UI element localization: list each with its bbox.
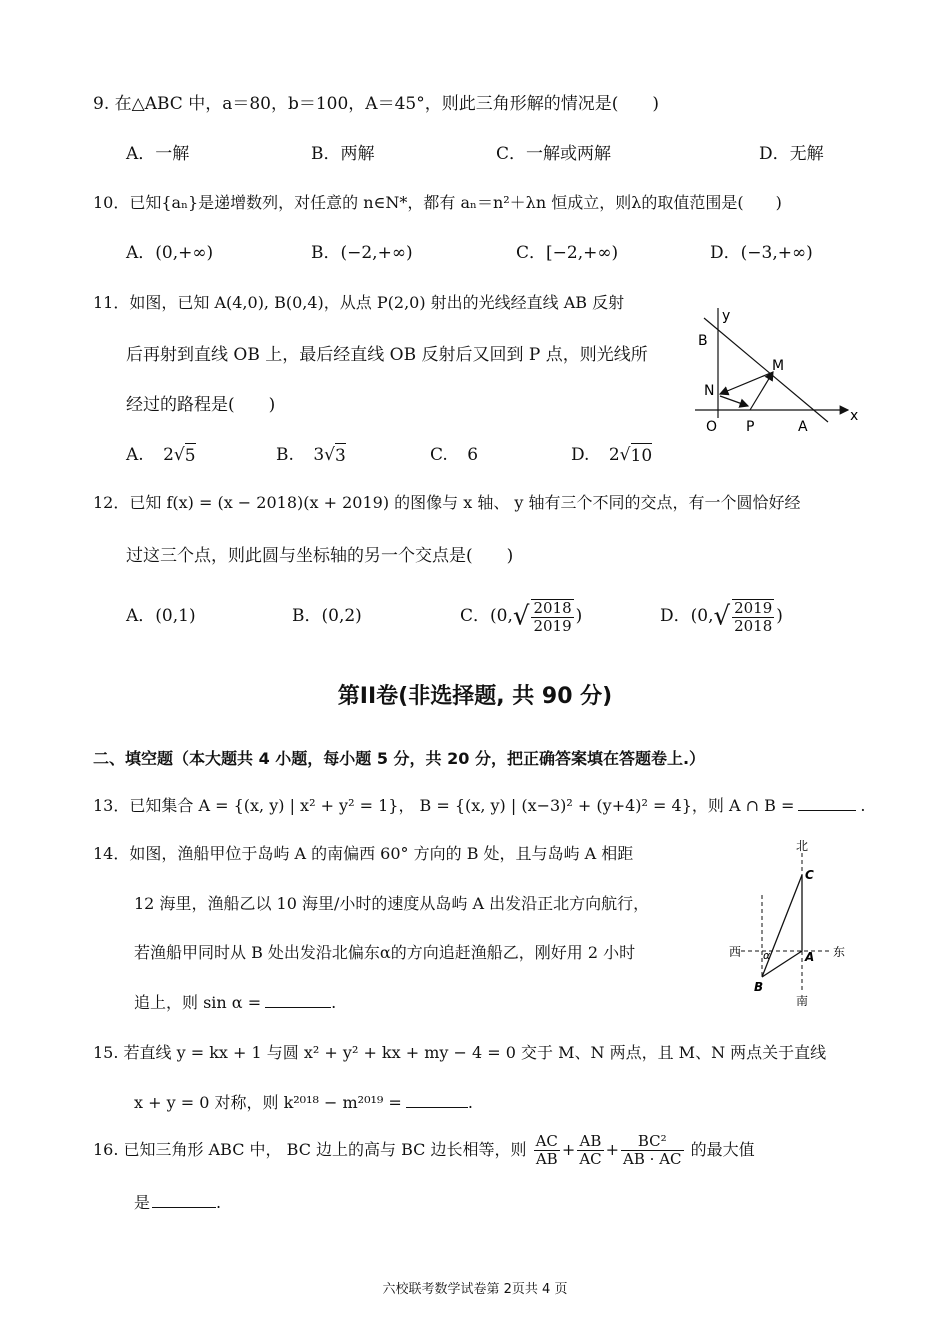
q16-frac2-den: AC <box>579 1150 602 1168</box>
q16-period: . <box>216 1193 222 1212</box>
ray-mn <box>720 372 773 394</box>
q12-option-d-num: 2019 <box>734 598 773 617</box>
q16-frac3-den: AB · AC <box>623 1150 682 1168</box>
label-south: 南 <box>796 994 809 1008</box>
q14-line1: 14．如图，渔船甲位于岛屿 A 的南偏西 60° 方向的 B 处，且与岛屿 A 相距 <box>93 844 634 863</box>
label-north: 北 <box>796 839 809 853</box>
label-b: B <box>698 333 708 349</box>
q12-option-b: B．(0,2) <box>292 606 362 626</box>
q16-plus-2: + <box>605 1140 620 1159</box>
q16-line1 <box>93 1128 755 1172</box>
q16-frac2-num: AB <box>577 1133 603 1151</box>
label-west: 西 <box>729 945 742 959</box>
q16-plus-1: + <box>561 1140 576 1159</box>
ray-np <box>720 396 748 406</box>
q12-option-c-close: ) <box>575 606 583 626</box>
q15-text: x + y = 0 对称，则 k²⁰¹⁸ − m²⁰¹⁹ = <box>134 1093 402 1112</box>
q12-option-c-prefix: C．(0, <box>460 606 513 626</box>
q10-option-a: A．(0,+∞) <box>126 243 214 263</box>
q15-period: . <box>467 1093 473 1112</box>
q15-answer-blank[interactable] <box>406 1091 468 1108</box>
q9-option-d: D．无解 <box>759 144 824 164</box>
q14-line3: 若渔船甲同时从 B 处出发沿北偏东α的方向追赶渔船乙，刚好用 2 小时 <box>134 943 636 962</box>
q14-text: 追上，则 sin α = <box>134 993 262 1012</box>
q11-option-c-value: 6 <box>467 445 479 465</box>
q13-answer-blank[interactable] <box>798 794 856 811</box>
q11-option-d-rad: 10 <box>631 443 653 468</box>
q12-option-a: A．(0,1) <box>126 606 196 626</box>
label-n: N <box>704 383 715 399</box>
q11-option-a-rad: 5 <box>185 443 196 468</box>
q11-option-b: B. 3√3 <box>276 445 346 466</box>
q16-frac3-num: BC² <box>621 1133 683 1151</box>
q11-option-b-rad: 3 <box>335 443 346 468</box>
q11-option-b-coef: 3 <box>313 445 325 465</box>
label-y: y <box>722 308 731 324</box>
q15-line1: 15. 若直线 y = kx + 1 与圆 x² + y² + kx + my − 4 = 0 交于 M、N 两点，且 M、N 两点关于直线 <box>93 1043 827 1062</box>
label-alpha: α <box>763 949 771 962</box>
label-east: 东 <box>833 945 846 959</box>
q13-period: . <box>860 796 866 815</box>
label-a: A <box>798 419 808 435</box>
q11-option-d-coef: 2 <box>608 445 620 465</box>
q12-option-d-den: 2018 <box>734 616 773 635</box>
q12-option-d: D．(0,√ $\frac{2019}{2018}$ ) <box>660 598 783 635</box>
q16-frac1-den: AB <box>535 1150 558 1168</box>
q9-stem: 9. 在△ABC 中，a＝80，b＝100，A＝45°，则此三角形解的情况是( ) <box>93 94 659 114</box>
q16-text: 是 <box>134 1193 151 1212</box>
label-p: P <box>746 419 755 435</box>
q10-option-b: B．(−2,+∞) <box>311 243 413 263</box>
q14-navigation-figure <box>725 835 855 1010</box>
q14-line2: 12 海里，渔船乙以 10 海里/小时的速度从岛屿 A 出发沿正北方向航行， <box>134 894 650 913</box>
line-ab <box>704 318 828 422</box>
q11-option-c-label: C. <box>430 445 448 465</box>
q9-option-a: A．一解 <box>126 144 190 164</box>
q11-line1: 11．如图，已知 A(4,0), B(0,4)，从点 P(2,0) 射出的光线经直线 AB 反射 <box>93 293 625 312</box>
q16-suffix: 的最大值 <box>690 1140 755 1159</box>
label-a: A <box>805 950 815 964</box>
q11-option-c <box>430 443 478 467</box>
section-ii-title: 第II卷(非选择题, 共 90 分) <box>337 684 613 709</box>
q12-option-c: C．(0,√ $\frac{2018}{2019}$ ) <box>460 598 583 635</box>
q16-line2 <box>134 1191 221 1215</box>
q16-prefix: 16. 已知三角形 ABC 中， BC 边上的高与 BC 边长相等，则 <box>93 1140 527 1159</box>
q13-text: 13．已知集合 A = {(x, y) | x² + y² = 1}， B = {(x, y) | (x−3)² + (y+4)² = 4}，则 A ∩ B = <box>93 796 795 815</box>
page-footer: 六校联考数学试卷第 2页共 4 页 <box>382 1282 568 1297</box>
q11-option-b-label: B. <box>276 445 294 465</box>
label-x: x <box>850 408 859 424</box>
q9-option-b: B．两解 <box>311 144 375 164</box>
q10-option-d: D．(−3,+∞) <box>710 243 813 263</box>
q11-line3: 经过的路程是( ) <box>126 395 276 415</box>
q12-option-c-num: 2018 <box>533 598 572 617</box>
q11-option-d: D. 2√10 <box>571 445 653 466</box>
q12-option-d-prefix: D．(0, <box>660 606 714 626</box>
q12-line1: 12．已知 f(x) = (x − 2018)(x + 2019) 的图像与 x 轴、 y 轴有三个不同的交点，有一个圆恰好经 <box>93 493 801 512</box>
q11-option-a-coef: 2 <box>163 445 174 465</box>
q16-frac1-num: AC <box>535 1132 558 1150</box>
q12-option-c-den: 2019 <box>533 616 572 635</box>
q14-line4 <box>134 991 336 1015</box>
section-fill-in-heading: 二、填空题（本大题共 4 小题，每小题 5 分，共 20 分，把正确答案填在答题卷上.） <box>93 749 706 768</box>
q11-reflection-figure <box>690 300 865 440</box>
q12-option-d-close: ) <box>776 606 783 626</box>
q16-answer-blank[interactable] <box>152 1191 216 1208</box>
label-c: C <box>805 868 814 882</box>
label-m: M <box>772 358 785 374</box>
q14-answer-blank[interactable] <box>265 991 331 1008</box>
q10-option-c: C．[−2,+∞) <box>516 243 619 263</box>
q11-line2: 后再射到直线 OB 上，最后经直线 OB 反射后又回到 P 点，则光线所 <box>126 345 648 365</box>
q11-option-a-label: A. <box>126 445 144 465</box>
q13-stem <box>93 794 865 818</box>
label-o: O <box>706 419 718 435</box>
q11-option-d-label: D. <box>571 445 590 465</box>
q14-period: . <box>331 993 337 1012</box>
q9-option-c: C．一解或两解 <box>496 144 612 164</box>
q10-stem: 10．已知{aₙ}是递增数列，对任意的 n∈N*，都有 aₙ＝n²＋λn 恒成立，则λ的取值范围是( ) <box>93 193 782 212</box>
q12-line2: 过这三个点，则此圆与坐标轴的另一个交点是( ) <box>126 546 514 566</box>
label-b: B <box>754 980 764 994</box>
q11-option-a: A. 2√5 <box>126 445 196 466</box>
ray-pm <box>750 372 773 410</box>
q15-line2 <box>134 1091 473 1115</box>
